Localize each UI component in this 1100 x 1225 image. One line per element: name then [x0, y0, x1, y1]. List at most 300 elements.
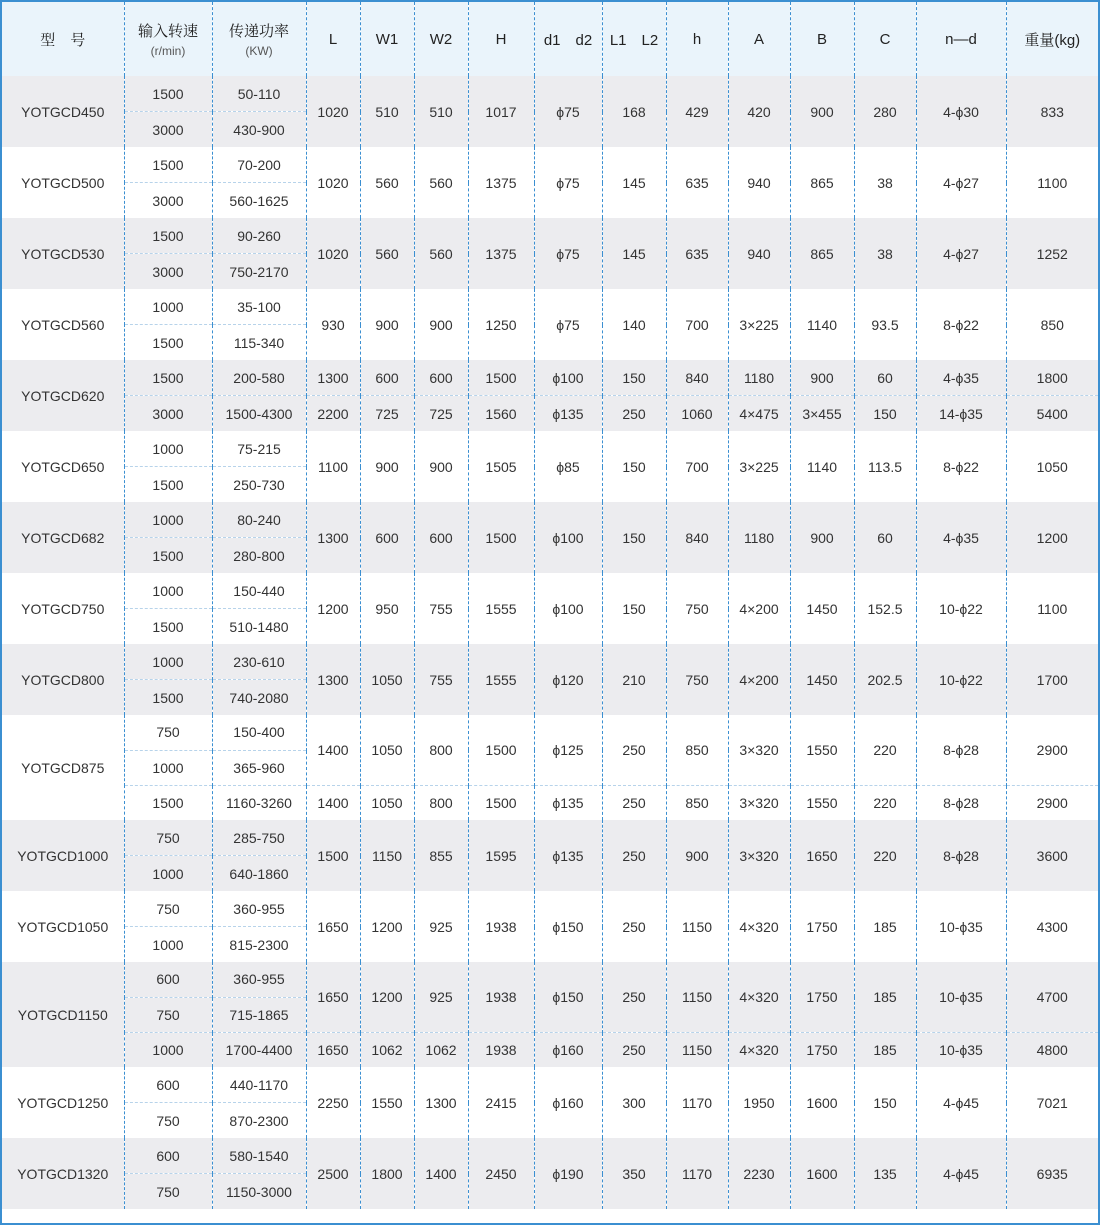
dim-cell-l: 1020: [306, 218, 360, 289]
dim-cell-w2: 510: [414, 76, 468, 147]
dim-cell-weight: 1050: [1006, 431, 1098, 502]
dim-cell-d: ϕ75: [534, 147, 602, 218]
power-cell: 280-800: [212, 538, 306, 574]
dim-cell-weight: 5400: [1006, 396, 1098, 432]
power-cell: 430-900: [212, 112, 306, 148]
dim-cell-d: ϕ120: [534, 644, 602, 715]
speed-cell: 750: [124, 997, 212, 1032]
table-row: [2, 147, 1098, 183]
power-cell: 640-1860: [212, 856, 306, 892]
dim-cell-n-d: 10-ϕ35: [916, 962, 1006, 1032]
model-cell: YOTGCD1000: [2, 820, 124, 891]
speed-cell: 3000: [124, 183, 212, 219]
dim-cell-c: 185: [854, 891, 916, 962]
header-w2: W2: [414, 2, 468, 76]
dim-cell-weight: 2900: [1006, 715, 1098, 785]
header-l1-l2: L1 L2: [602, 2, 666, 76]
dim-cell-c: 135: [854, 1138, 916, 1209]
dim-cell-b: 1450: [790, 573, 854, 644]
dim-cell-b: 1140: [790, 431, 854, 502]
dim-cell-weight: 1200: [1006, 502, 1098, 573]
dim-cell-c: 60: [854, 502, 916, 573]
dim-cell-w2: 900: [414, 431, 468, 502]
table-row: [2, 715, 1098, 750]
dim-cell-b: 900: [790, 76, 854, 147]
power-cell: 1700-4400: [212, 1032, 306, 1067]
dim-cell-l: 1400: [306, 715, 360, 785]
dim-cell-h-upper: 1938: [468, 962, 534, 1032]
dim-cell-weight: 6935: [1006, 1138, 1098, 1209]
dim-cell-h-lower: 1150: [666, 962, 728, 1032]
power-cell: 50-110: [212, 76, 306, 112]
speed-cell: 1500: [124, 76, 212, 112]
dim-cell-l: 1650: [306, 1032, 360, 1067]
table-row: [2, 396, 1098, 432]
dim-cell-l1-l2: 250: [602, 396, 666, 432]
dim-cell-c: 60: [854, 360, 916, 396]
dim-cell-w1: 950: [360, 573, 414, 644]
dim-cell-a: 940: [728, 218, 790, 289]
model-cell: YOTGCD1320: [2, 1138, 124, 1209]
model-cell: YOTGCD1050: [2, 891, 124, 962]
dim-cell-w1: 900: [360, 431, 414, 502]
dim-cell-n-d: 8-ϕ22: [916, 431, 1006, 502]
dim-cell-a: 4×320: [728, 962, 790, 1032]
header-b: B: [790, 2, 854, 76]
dim-cell-h-lower: 635: [666, 218, 728, 289]
speed-cell: 1000: [124, 289, 212, 325]
dim-cell-n-d: 4-ϕ45: [916, 1138, 1006, 1209]
speed-cell: 3000: [124, 112, 212, 148]
dim-cell-l: 1400: [306, 785, 360, 820]
speed-cell: 1500: [124, 785, 212, 820]
power-cell: 560-1625: [212, 183, 306, 219]
dim-cell-l: 1300: [306, 644, 360, 715]
dim-cell-w1: 510: [360, 76, 414, 147]
model-cell: YOTGCD500: [2, 147, 124, 218]
dim-cell-w2: 560: [414, 147, 468, 218]
speed-cell: 600: [124, 962, 212, 997]
dim-cell-h-upper: 1938: [468, 891, 534, 962]
speed-cell: 1500: [124, 467, 212, 503]
model-cell: YOTGCD875: [2, 715, 124, 820]
dim-cell-w1: 725: [360, 396, 414, 432]
model-cell: YOTGCD1150: [2, 962, 124, 1067]
dim-cell-l: 2250: [306, 1067, 360, 1138]
model-cell: YOTGCD560: [2, 289, 124, 360]
dim-cell-l1-l2: 250: [602, 891, 666, 962]
dim-cell-l1-l2: 300: [602, 1067, 666, 1138]
dim-cell-l1-l2: 210: [602, 644, 666, 715]
dim-cell-b: 865: [790, 147, 854, 218]
dim-cell-w2: 725: [414, 396, 468, 432]
dim-cell-w2: 925: [414, 891, 468, 962]
speed-cell: 1000: [124, 856, 212, 892]
header-power: 传递功率 (KW): [212, 2, 306, 76]
dim-cell-h-lower: 750: [666, 644, 728, 715]
dim-cell-a: 3×320: [728, 820, 790, 891]
dim-cell-b: 1550: [790, 715, 854, 785]
dim-cell-h-lower: 900: [666, 820, 728, 891]
power-cell: 365-960: [212, 750, 306, 785]
dim-cell-weight: 1252: [1006, 218, 1098, 289]
table-row: [2, 431, 1098, 467]
dim-cell-a: 2230: [728, 1138, 790, 1209]
dim-cell-w2: 560: [414, 218, 468, 289]
dim-cell-h-lower: 700: [666, 289, 728, 360]
dim-cell-b: 1600: [790, 1067, 854, 1138]
dim-cell-w1: 600: [360, 502, 414, 573]
header-speed: 输入转速 (r/min): [124, 2, 212, 76]
dim-cell-w1: 1150: [360, 820, 414, 891]
dim-cell-h-lower: 635: [666, 147, 728, 218]
model-cell: YOTGCD530: [2, 218, 124, 289]
dim-cell-h-lower: 1060: [666, 396, 728, 432]
dim-cell-l: 1650: [306, 962, 360, 1032]
table-row: [2, 1067, 1098, 1103]
dim-cell-b: 1650: [790, 820, 854, 891]
power-cell: 360-955: [212, 891, 306, 927]
dim-cell-h-upper: 1500: [468, 360, 534, 396]
speed-cell: 1500: [124, 325, 212, 361]
dim-cell-w2: 600: [414, 502, 468, 573]
dim-cell-h-lower: 840: [666, 502, 728, 573]
dim-cell-h-upper: 1375: [468, 147, 534, 218]
dim-cell-weight: 1100: [1006, 573, 1098, 644]
speed-cell: 3000: [124, 254, 212, 290]
dim-cell-d: ϕ135: [534, 396, 602, 432]
dim-cell-h-upper: 1938: [468, 1032, 534, 1067]
dim-cell-w2: 1400: [414, 1138, 468, 1209]
dim-cell-a: 420: [728, 76, 790, 147]
dim-cell-w1: 560: [360, 218, 414, 289]
model-cell: YOTGCD450: [2, 76, 124, 147]
dim-cell-n-d: 10-ϕ22: [916, 573, 1006, 644]
dim-cell-a: 1950: [728, 1067, 790, 1138]
dim-cell-d: ϕ75: [534, 76, 602, 147]
dim-cell-h-upper: 1555: [468, 573, 534, 644]
table-row: [2, 1138, 1098, 1174]
model-cell: YOTGCD800: [2, 644, 124, 715]
dim-cell-d: ϕ125: [534, 715, 602, 785]
power-cell: 70-200: [212, 147, 306, 183]
dim-cell-d: ϕ150: [534, 962, 602, 1032]
speed-cell: 3000: [124, 396, 212, 432]
speed-cell: 1500: [124, 218, 212, 254]
dim-cell-a: 4×320: [728, 1032, 790, 1067]
dim-cell-n-d: 4-ϕ35: [916, 502, 1006, 573]
model-cell: YOTGCD750: [2, 573, 124, 644]
speed-cell: 750: [124, 891, 212, 927]
dim-cell-weight: 2900: [1006, 785, 1098, 820]
table-row: [2, 891, 1098, 927]
speed-cell: 1000: [124, 927, 212, 963]
dim-cell-w1: 1200: [360, 962, 414, 1032]
dim-cell-h-upper: 1017: [468, 76, 534, 147]
speed-cell: 600: [124, 1067, 212, 1103]
dim-cell-l1-l2: 350: [602, 1138, 666, 1209]
dim-cell-h-upper: 2415: [468, 1067, 534, 1138]
dim-cell-h-upper: 1505: [468, 431, 534, 502]
table-row: [2, 218, 1098, 254]
header-h-lower: h: [666, 2, 728, 76]
header-w1: W1: [360, 2, 414, 76]
dim-cell-c: 220: [854, 820, 916, 891]
dim-cell-a: 3×320: [728, 785, 790, 820]
power-cell: 1160-3260: [212, 785, 306, 820]
power-cell: 80-240: [212, 502, 306, 538]
dim-cell-l1-l2: 250: [602, 820, 666, 891]
dim-cell-d: ϕ75: [534, 289, 602, 360]
dim-cell-l: 1100: [306, 431, 360, 502]
dim-cell-l1-l2: 250: [602, 785, 666, 820]
dim-cell-h-upper: 2450: [468, 1138, 534, 1209]
speed-cell: 750: [124, 820, 212, 856]
dim-cell-b: 1750: [790, 1032, 854, 1067]
power-cell: 510-1480: [212, 609, 306, 645]
dim-cell-n-d: 10-ϕ22: [916, 644, 1006, 715]
dim-cell-weight: 1800: [1006, 360, 1098, 396]
dim-cell-c: 113.5: [854, 431, 916, 502]
dim-cell-n-d: 8-ϕ28: [916, 785, 1006, 820]
dim-cell-w1: 1800: [360, 1138, 414, 1209]
dim-cell-h-lower: 700: [666, 431, 728, 502]
dim-cell-h-upper: 1500: [468, 785, 534, 820]
dim-cell-d: ϕ135: [534, 820, 602, 891]
dim-cell-d: ϕ100: [534, 502, 602, 573]
dim-cell-w1: 1050: [360, 715, 414, 785]
speed-cell: 1000: [124, 750, 212, 785]
power-cell: 360-955: [212, 962, 306, 997]
dim-cell-n-d: 4-ϕ27: [916, 218, 1006, 289]
dim-cell-b: 1750: [790, 962, 854, 1032]
dim-cell-h-lower: 1170: [666, 1067, 728, 1138]
model-cell: YOTGCD620: [2, 360, 124, 431]
dim-cell-c: 185: [854, 962, 916, 1032]
dim-cell-l1-l2: 145: [602, 147, 666, 218]
dim-cell-d: ϕ135: [534, 785, 602, 820]
dim-cell-h-upper: 1595: [468, 820, 534, 891]
speed-cell: 1000: [124, 1032, 212, 1067]
power-cell: 35-100: [212, 289, 306, 325]
speed-cell: 750: [124, 1174, 212, 1210]
table-row: [2, 785, 1098, 820]
dim-cell-n-d: 4-ϕ27: [916, 147, 1006, 218]
dim-cell-n-d: 14-ϕ35: [916, 396, 1006, 432]
power-cell: 440-1170: [212, 1067, 306, 1103]
model-cell: YOTGCD1250: [2, 1067, 124, 1138]
dim-cell-w1: 600: [360, 360, 414, 396]
dim-cell-w2: 1062: [414, 1032, 468, 1067]
speed-cell: 750: [124, 715, 212, 750]
header-weight: 重量(kg): [1006, 2, 1098, 76]
dim-cell-d: ϕ160: [534, 1032, 602, 1067]
dim-cell-a: 1180: [728, 502, 790, 573]
dim-cell-c: 202.5: [854, 644, 916, 715]
dim-cell-l1-l2: 145: [602, 218, 666, 289]
table-row: [2, 76, 1098, 112]
dim-cell-b: 900: [790, 502, 854, 573]
dim-cell-h-lower: 429: [666, 76, 728, 147]
dim-cell-d: ϕ190: [534, 1138, 602, 1209]
dim-cell-weight: 4700: [1006, 962, 1098, 1032]
dim-cell-l1-l2: 150: [602, 502, 666, 573]
model-cell: YOTGCD682: [2, 502, 124, 573]
power-cell: 115-340: [212, 325, 306, 361]
power-cell: 150-440: [212, 573, 306, 609]
power-cell: 870-2300: [212, 1103, 306, 1139]
dim-cell-a: 4×475: [728, 396, 790, 432]
dim-cell-a: 4×320: [728, 891, 790, 962]
dim-cell-l1-l2: 168: [602, 76, 666, 147]
dim-cell-h-upper: 1555: [468, 644, 534, 715]
power-cell: 90-260: [212, 218, 306, 254]
spec-table: [2, 2, 1098, 1209]
dim-cell-l: 1300: [306, 360, 360, 396]
table-row: [2, 360, 1098, 396]
power-cell: 230-610: [212, 644, 306, 680]
dim-cell-c: 38: [854, 147, 916, 218]
table-header-row: [2, 2, 1098, 76]
power-cell: 285-750: [212, 820, 306, 856]
speed-cell: 1000: [124, 431, 212, 467]
dim-cell-w1: 1550: [360, 1067, 414, 1138]
dim-cell-w1: 1050: [360, 785, 414, 820]
dim-cell-w2: 925: [414, 962, 468, 1032]
dim-cell-d: ϕ150: [534, 891, 602, 962]
dim-cell-h-lower: 1170: [666, 1138, 728, 1209]
dim-cell-c: 93.5: [854, 289, 916, 360]
dim-cell-h-lower: 840: [666, 360, 728, 396]
dim-cell-w2: 900: [414, 289, 468, 360]
dim-cell-w1: 900: [360, 289, 414, 360]
dim-cell-w1: 560: [360, 147, 414, 218]
dim-cell-h-lower: 1150: [666, 891, 728, 962]
dim-cell-w2: 755: [414, 644, 468, 715]
power-cell: 1150-3000: [212, 1174, 306, 1210]
dim-cell-b: 865: [790, 218, 854, 289]
dim-cell-weight: 3600: [1006, 820, 1098, 891]
dim-cell-w2: 800: [414, 785, 468, 820]
speed-cell: 1500: [124, 538, 212, 574]
dim-cell-l1-l2: 150: [602, 431, 666, 502]
dim-cell-h-upper: 1500: [468, 502, 534, 573]
power-cell: 715-1865: [212, 997, 306, 1032]
dim-cell-l1-l2: 250: [602, 962, 666, 1032]
header-c: C: [854, 2, 916, 76]
dim-cell-a: 940: [728, 147, 790, 218]
header-model: 型 号: [2, 2, 124, 76]
dim-cell-h-upper: 1250: [468, 289, 534, 360]
table-row: [2, 502, 1098, 538]
dim-cell-h-lower: 850: [666, 715, 728, 785]
dim-cell-weight: 4800: [1006, 1032, 1098, 1067]
dim-cell-l1-l2: 140: [602, 289, 666, 360]
table-row: [2, 573, 1098, 609]
dim-cell-a: 3×225: [728, 431, 790, 502]
dim-cell-d: ϕ85: [534, 431, 602, 502]
dim-cell-a: 4×200: [728, 644, 790, 715]
dim-cell-c: 280: [854, 76, 916, 147]
dim-cell-n-d: 10-ϕ35: [916, 891, 1006, 962]
speed-cell: 1000: [124, 644, 212, 680]
dim-cell-c: 150: [854, 1067, 916, 1138]
dim-cell-h-upper: 1500: [468, 715, 534, 785]
dim-cell-weight: 4300: [1006, 891, 1098, 962]
dim-cell-d: ϕ100: [534, 573, 602, 644]
speed-cell: 750: [124, 1103, 212, 1139]
table-row: [2, 962, 1098, 997]
dim-cell-weight: 833: [1006, 76, 1098, 147]
dim-cell-c: 220: [854, 715, 916, 785]
dim-cell-a: 4×200: [728, 573, 790, 644]
dim-cell-h-lower: 1150: [666, 1032, 728, 1067]
table-row: [2, 289, 1098, 325]
speed-cell: 1000: [124, 573, 212, 609]
dim-cell-n-d: 8-ϕ22: [916, 289, 1006, 360]
dim-cell-c: 152.5: [854, 573, 916, 644]
dim-cell-h-upper: 1560: [468, 396, 534, 432]
dim-cell-weight: 1100: [1006, 147, 1098, 218]
dim-cell-n-d: 8-ϕ28: [916, 715, 1006, 785]
table-row: [2, 820, 1098, 856]
power-cell: 200-580: [212, 360, 306, 396]
dim-cell-b: 1750: [790, 891, 854, 962]
dim-cell-n-d: 4-ϕ30: [916, 76, 1006, 147]
power-cell: 1500-4300: [212, 396, 306, 432]
dim-cell-h-lower: 850: [666, 785, 728, 820]
dim-cell-c: 150: [854, 396, 916, 432]
dim-cell-n-d: 4-ϕ45: [916, 1067, 1006, 1138]
dim-cell-b: 1140: [790, 289, 854, 360]
dim-cell-weight: 7021: [1006, 1067, 1098, 1138]
dim-cell-l: 1020: [306, 147, 360, 218]
header-a: A: [728, 2, 790, 76]
speed-cell: 1500: [124, 360, 212, 396]
dim-cell-l: 1650: [306, 891, 360, 962]
dim-cell-c: 38: [854, 218, 916, 289]
dim-cell-c: 185: [854, 1032, 916, 1067]
dim-cell-l1-l2: 250: [602, 715, 666, 785]
dim-cell-w2: 800: [414, 715, 468, 785]
dim-cell-weight: 850: [1006, 289, 1098, 360]
table-row: [2, 1032, 1098, 1067]
power-cell: 740-2080: [212, 680, 306, 716]
dim-cell-w2: 755: [414, 573, 468, 644]
speed-cell: 1500: [124, 147, 212, 183]
dim-cell-b: 1550: [790, 785, 854, 820]
dim-cell-l: 1500: [306, 820, 360, 891]
dim-cell-b: 900: [790, 360, 854, 396]
power-cell: 815-2300: [212, 927, 306, 963]
power-cell: 150-400: [212, 715, 306, 750]
dim-cell-l1-l2: 250: [602, 1032, 666, 1067]
dim-cell-w1: 1050: [360, 644, 414, 715]
dim-cell-l: 930: [306, 289, 360, 360]
dim-cell-b: 1450: [790, 644, 854, 715]
dim-cell-c: 220: [854, 785, 916, 820]
dim-cell-b: 3×455: [790, 396, 854, 432]
dim-cell-weight: 1700: [1006, 644, 1098, 715]
dim-cell-h-lower: 750: [666, 573, 728, 644]
dim-cell-l: 2500: [306, 1138, 360, 1209]
speed-cell: 1500: [124, 609, 212, 645]
header-d1-d2: d1 d2: [534, 2, 602, 76]
dim-cell-d: ϕ75: [534, 218, 602, 289]
dim-cell-n-d: 8-ϕ28: [916, 820, 1006, 891]
dim-cell-n-d: 10-ϕ35: [916, 1032, 1006, 1067]
dim-cell-d: ϕ160: [534, 1067, 602, 1138]
